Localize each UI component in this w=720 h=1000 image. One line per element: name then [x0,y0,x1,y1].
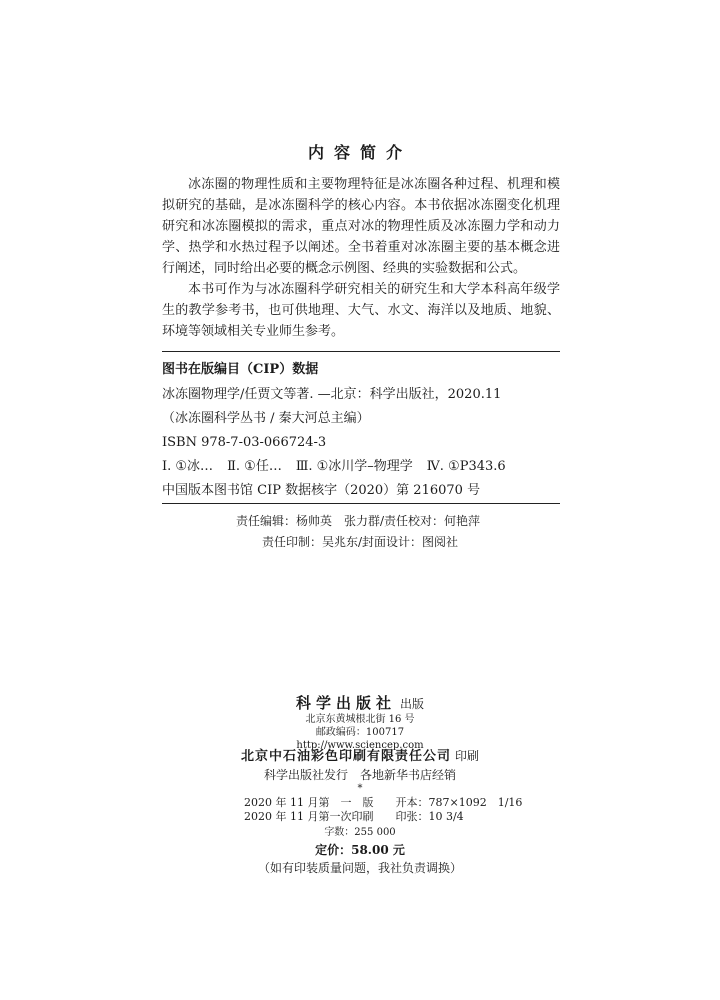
abstract-body [162,174,560,342]
asterisk-divider: * [357,783,363,794]
abstract-title: 内容简介 [307,143,412,162]
cip-class-4: Ⅳ. ①P343.6 [426,459,506,474]
publisher-website: http://www.sciencep.com [296,740,424,751]
publisher-suffix: 出版 [400,697,425,711]
edition-row-2 [244,810,522,824]
cip-bottom-rule [162,503,560,504]
cip-verification-line: 中国版本图书馆 CIP 数据核字（2020）第 216070 号 [162,483,481,498]
abstract-paragraph-2: 本书可作为与冰冻圈科学研究相关的研究生和大学本科高年级学生的教学参考书，也可供地理、大气、水文、海洋以及地质、地貌、环境等领域相关专业师生参考。 [162,282,560,339]
printer-suffix: 印刷 [455,749,480,763]
cip-heading: 图书在版编目（CIP）数据 [162,362,319,377]
cip-classification-line [162,455,560,479]
print-sheets: 印张：10 3/4 [395,810,464,823]
cip-title-line: 冰冻圈物理学/任贾文等著. —北京：科学出版社，2020.11 [162,387,502,402]
book-format: 开本：787×1092 1/16 [395,796,523,809]
publisher-address: 北京东黄城根北街 16 号 [305,714,415,725]
cip-class-2: Ⅱ. ①任… [227,459,282,474]
edition-block [244,796,522,824]
cip-class-1: Ⅰ. ①冰… [162,459,214,474]
publisher-block [0,692,720,752]
staff-print-design: 责任印制：吴兆东/封面设计：图阅社 [262,535,459,549]
distribution-line: 科学出版社发行 各地新华书店经销 [263,768,456,782]
cip-series-line: （冰冻圈科学丛书 / 秦大河总主编） [162,411,370,426]
edition-first: 2020 年 11 月第 一 版 [244,796,374,809]
cip-isbn-line: ISBN 978-7-03-066724-3 [162,435,327,450]
edition-row-1 [244,796,522,810]
printer-name: 北京中石油彩色印刷有限责任公司 [240,749,451,764]
staff-editors: 责任编辑：杨帅英 张力群/责任校对：何艳萍 [236,514,481,528]
printer-block [0,745,720,764]
cip-class-3: Ⅲ. ①冰川学–物理学 [295,459,413,474]
abstract-paragraph-1: 冰冻圈的物理性质和主要物理特征是冰冻圈各种过程、机理和模拟研究的基础，是冰冻圈科学的核心内容。本书依据冰冻圈变化机理研究和冰冻圈模拟的需求，重点对冰的物理性质及冰冻圈力学和动力学、热学和水热过程予以阐述。全书着重对冰冻圈主要的基本概念进行阐述，同时给出必要的概念示例图、经典的实验数据和公式。 [162,177,560,276]
cip-block [162,383,560,503]
quality-note: （如有印装质量问题，我社负责调换） [257,861,462,875]
publisher-name: 科学出版社 [295,694,396,712]
word-count: 字数：255 000 [324,827,396,838]
publisher-name-line [0,692,720,713]
cip-top-rule [162,351,560,352]
price: 定价：58.00 元 [315,843,405,857]
edition-printing: 2020 年 11 月第一次印刷 [244,810,374,823]
publisher-postcode: 邮政编码：100717 [315,727,405,738]
